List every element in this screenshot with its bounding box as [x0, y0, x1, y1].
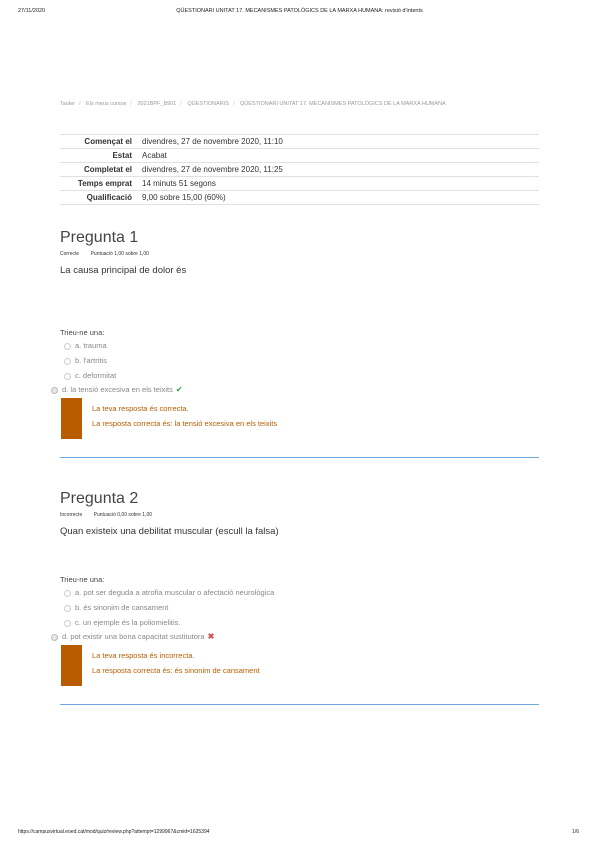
question-grade: Puntuació 1,00 sobre 1,00 [90, 251, 149, 257]
radio-button[interactable] [64, 620, 71, 627]
option-label: c. un ejemple és la poliomielitis. [75, 618, 181, 627]
question-2-option-d[interactable] [51, 632, 214, 641]
question-2-prompt: Trieu-ne una: [60, 575, 105, 584]
breadcrumb-separator: / [78, 101, 81, 107]
question-1-option-c[interactable] [64, 371, 116, 380]
feedback-bar [61, 645, 82, 686]
option-label: d. la tensió excesiva en els teixits [62, 385, 173, 394]
option-label: d. pot existir una bona capacitat sustitutora [62, 632, 205, 641]
option-label: b. l'artritis [75, 356, 107, 365]
breadcrumb-separator: / [180, 101, 182, 107]
question-1-option-b[interactable] [64, 356, 107, 365]
question-1-option-d[interactable] [51, 385, 183, 394]
table-row [60, 177, 539, 191]
breadcrumb-item-my-courses[interactable]: Els meus cursos [86, 101, 127, 107]
question-1-feedback-result: La teva resposta és correcta. [92, 404, 189, 413]
question-2-title: Pregunta 2 [60, 490, 139, 507]
question-2-feedback-correct-answer: La resposta correcta és: és sinonim de cansament [92, 666, 260, 675]
summary-label: Estat [60, 149, 138, 163]
question-1-text: La causa principal de dolor és [60, 265, 187, 276]
print-title: QÜESTIONARI UNITAT 17. MECANISMES PATOLÒGICS DE LA MARXA HUMANA: revisió d'intents [176, 8, 423, 14]
question-status: Correcte [60, 251, 80, 257]
radio-button[interactable] [64, 590, 71, 597]
table-row [60, 163, 539, 177]
breadcrumb-separator: / [232, 101, 235, 107]
breadcrumb-item-quiz[interactable]: QÜESTIONARI UNITAT 17. MECANISMES PATOLÒGICS DE LA MARXA HUMANA [240, 101, 446, 107]
radio-button[interactable] [64, 358, 71, 365]
checkmark-icon: ✔ [175, 385, 183, 394]
question-1-meta [60, 251, 149, 257]
question-1-feedback-correct-answer: La resposta correcta és: la tensió excesiva en els teixits [92, 419, 278, 428]
table-row [60, 191, 539, 205]
question-1-title: Pregunta 1 [60, 229, 139, 246]
radio-button-selected[interactable] [51, 634, 58, 641]
question-2-option-c[interactable] [64, 618, 180, 627]
breadcrumb-item-dashboard[interactable]: Tauler [60, 101, 75, 107]
summary-value: Acabat [138, 149, 539, 163]
table-row [60, 135, 539, 149]
question-2-feedback-result: La teva resposta és incorrecta. [92, 651, 195, 660]
page-number: 1/6 [572, 829, 579, 835]
summary-label: Temps emprat [60, 177, 138, 191]
question-2-text: Quan existeix una debilitat muscular (escull la falsa) [60, 526, 279, 537]
breadcrumb-item-quizzes[interactable]: QÜESTIONARIS [187, 101, 229, 107]
summary-label: Completat el [60, 163, 138, 177]
question-1-prompt: Trieu-ne una: [60, 328, 105, 337]
question-status: Incorrecte [60, 512, 83, 518]
cross-icon: ✖ [207, 632, 215, 641]
radio-button[interactable] [64, 605, 71, 612]
radio-button-selected[interactable] [51, 387, 58, 394]
radio-button[interactable] [64, 343, 71, 350]
breadcrumb-separator: / [130, 101, 132, 107]
summary-label: Qualificació [60, 191, 138, 205]
print-url: https://campusvirtual.eoed.cat/mod/quiz/review.php?attempt=1299967&cmid=1625394 [18, 829, 210, 835]
breadcrumb [60, 101, 446, 107]
table-row [60, 149, 539, 163]
question-1-option-a[interactable] [64, 341, 107, 350]
question-2-meta [60, 512, 152, 518]
question-2-option-b[interactable] [64, 603, 168, 612]
question-2-option-a[interactable] [64, 588, 274, 597]
radio-button[interactable] [64, 373, 71, 380]
question-divider [60, 704, 539, 705]
print-date: 27/11/2020 [18, 8, 46, 14]
summary-value: 9,00 sobre 15,00 (60%) [138, 191, 539, 205]
option-label: a. trauma [75, 341, 107, 350]
attempt-summary-table [60, 134, 539, 205]
question-grade: Puntuació 0,00 sobre 1,00 [93, 512, 153, 518]
option-label: b. és sinonim de cansament [75, 603, 169, 612]
breadcrumb-item-course[interactable]: 2021BPF_B901 [137, 101, 177, 107]
question-divider [60, 457, 539, 458]
summary-label: Començat el [60, 135, 138, 149]
option-label: c. deformitat [75, 371, 117, 380]
feedback-bar [61, 398, 82, 439]
summary-value: 14 minuts 51 segons [138, 177, 539, 191]
summary-value: divendres, 27 de novembre 2020, 11:10 [138, 135, 539, 149]
option-label: a. pot ser deguda a atrofia muscular o afectació neurològica [75, 588, 275, 597]
summary-value: divendres, 27 de novembre 2020, 11:25 [138, 163, 539, 177]
